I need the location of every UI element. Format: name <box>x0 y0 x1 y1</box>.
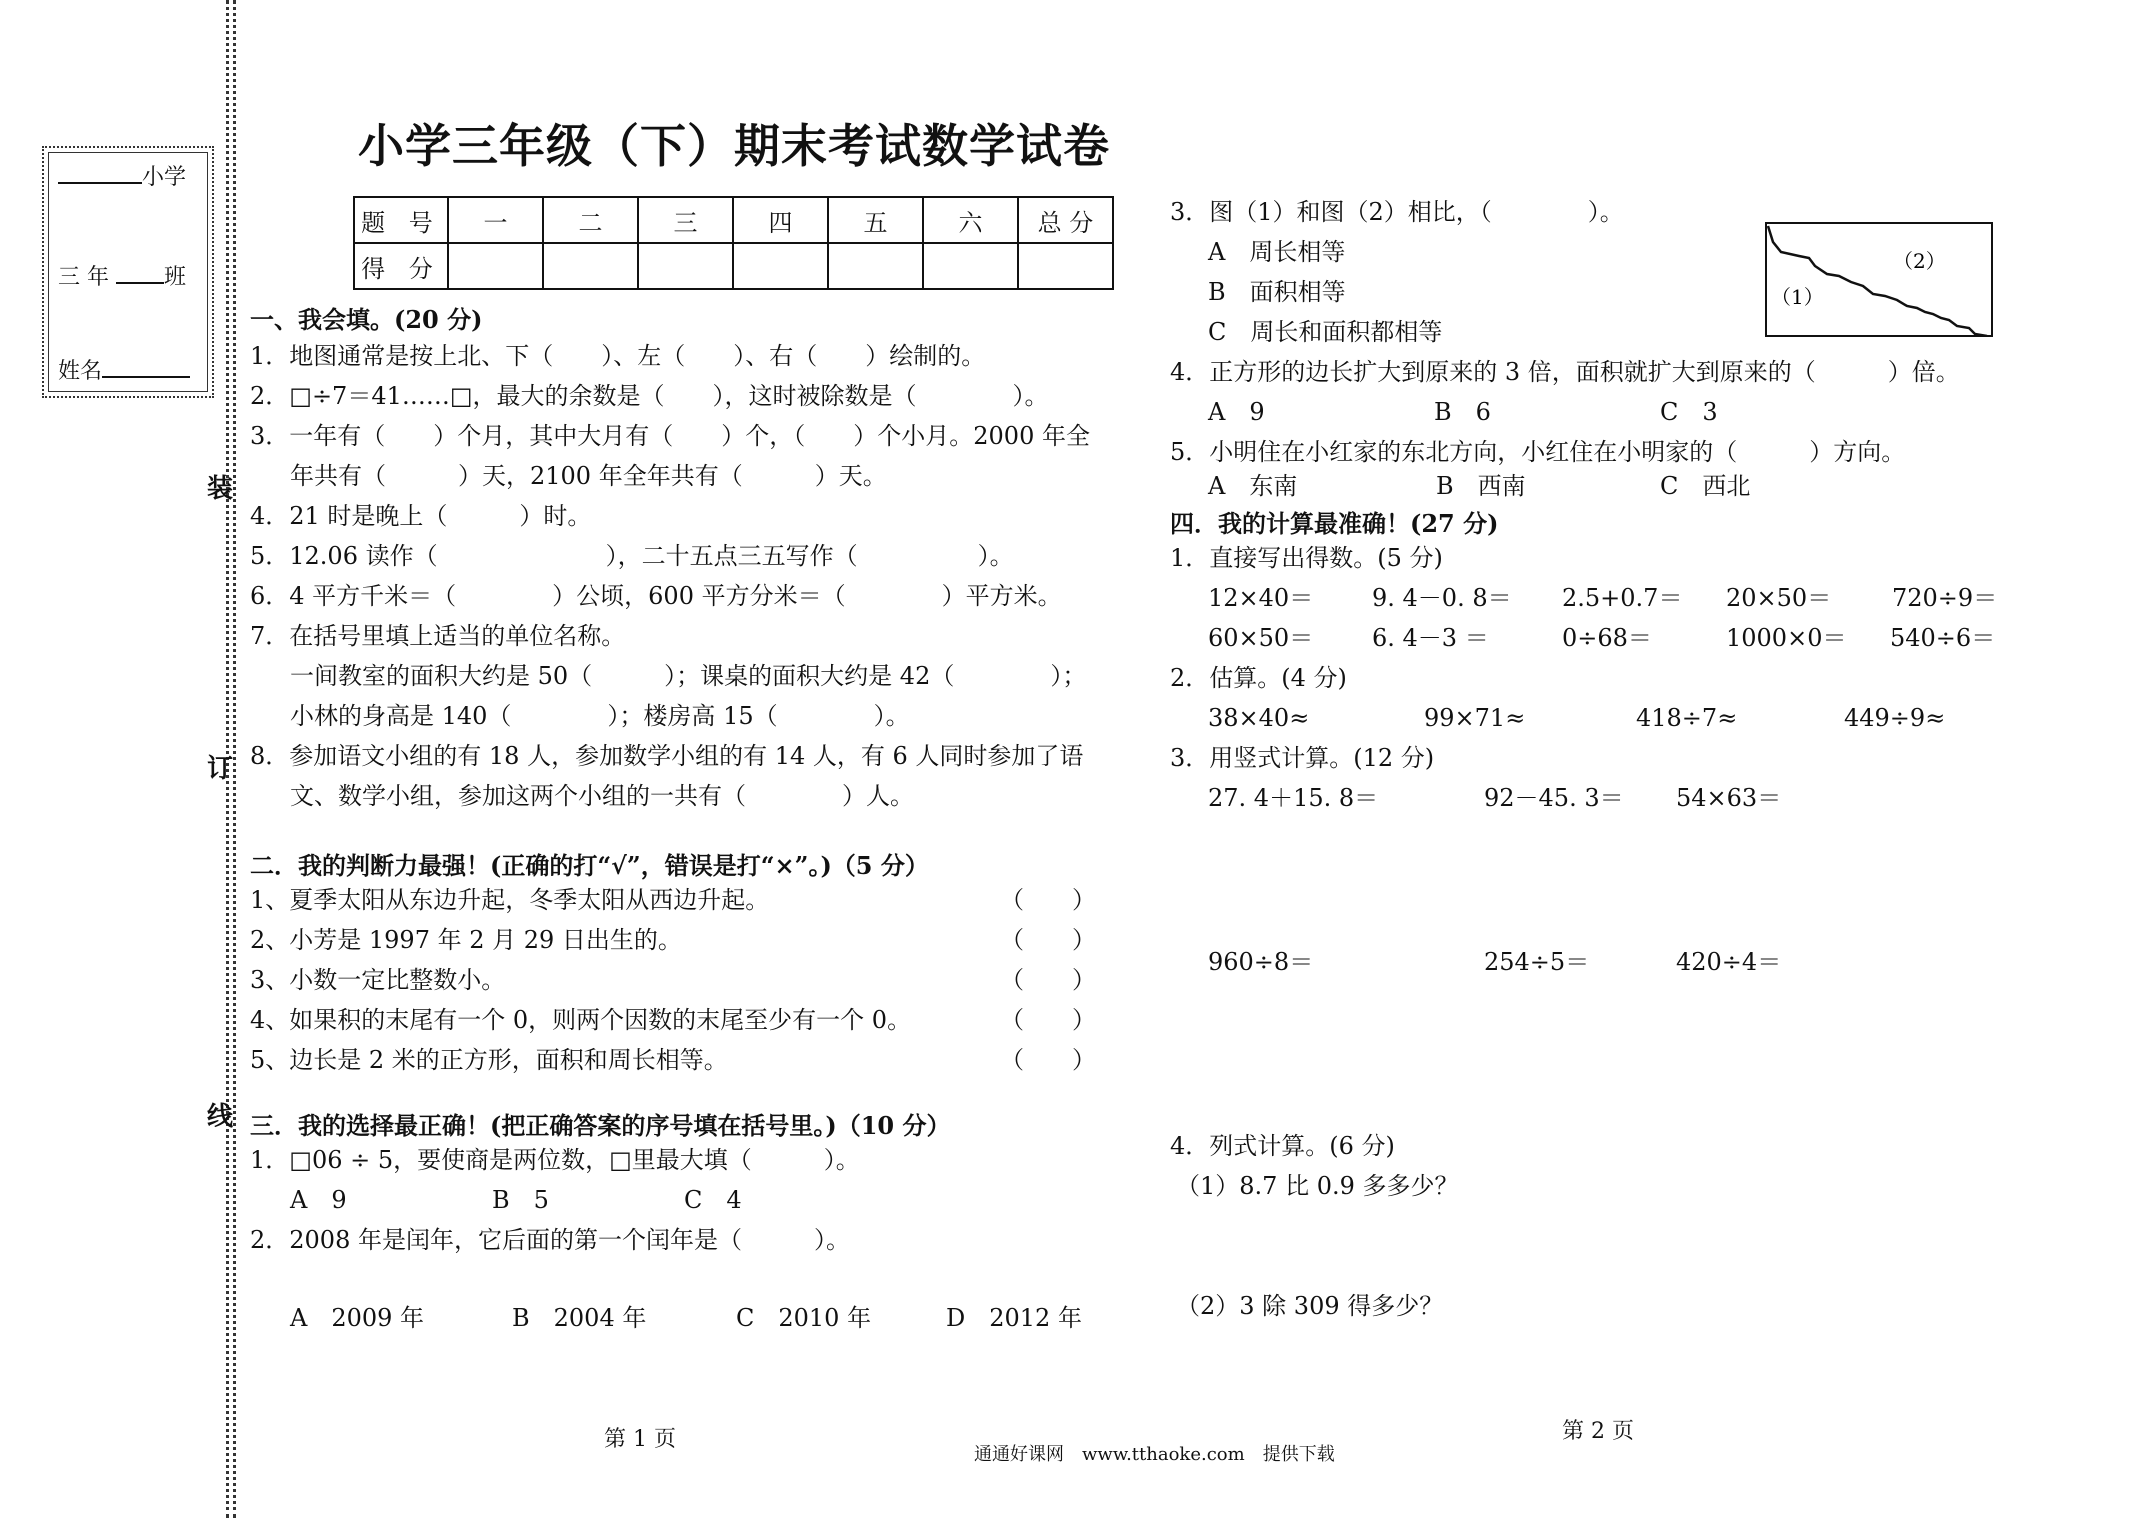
fill-q4: 4．21 时是晚上（ ）时。 <box>250 502 592 530</box>
judge-item-3: 3、小数一定比整数小。 <box>250 966 506 994</box>
choice-q1: 1．□06 ÷ 5，要使商是两位数，□里最大填（ ）。 <box>250 1146 860 1174</box>
score-col-1: 一 <box>448 197 543 243</box>
choice-q1-opt-a[interactable]: A 9 <box>290 1186 347 1214</box>
judge-paren-2[interactable]: （ ） <box>1000 926 1096 954</box>
choice-q4-opt-c[interactable]: C 3 <box>1660 398 1718 426</box>
calc-1-item: 720÷9＝ <box>1892 584 1998 612</box>
name-blank <box>102 358 190 378</box>
calc-1-item: 2.5+0.7＝ <box>1562 584 1683 612</box>
score-value-row <box>354 243 1113 289</box>
page-title: 小学三年级（下）期末考试数学试卷 <box>358 119 1110 173</box>
choice-q5-opt-a[interactable]: A 东南 <box>1208 472 1298 500</box>
score-cell[interactable] <box>923 243 1018 289</box>
seal-char-zhuang: 装 <box>207 474 234 504</box>
section-2-heading: 二．我的判断力最强！(正确的打“√”，错误是打“×”。)（5 分） <box>250 851 929 880</box>
calc-2-heading: 2．估算。(4 分) <box>1170 664 1347 692</box>
score-header-label: 题 号 <box>354 197 448 243</box>
school-field[interactable] <box>58 160 186 191</box>
figure-divider-curve <box>1768 226 1987 336</box>
calc-1-item: 6. 4－3 ＝ <box>1372 624 1489 652</box>
calc-1-item: 540÷6＝ <box>1890 624 1996 652</box>
choice-q3: 3．图（1）和图（2）相比，（ ）。 <box>1170 198 1624 226</box>
section-1-heading: 一、我会填。(20 分) <box>250 305 483 334</box>
estimate-item: 418÷7≈ <box>1636 704 1738 732</box>
fill-q7-line1: 一间教室的面积大约是 50（ ）；课桌的面积大约是 42（ ）； <box>290 662 1087 690</box>
calc-4-heading: 4．列式计算。(6 分) <box>1170 1132 1395 1160</box>
seal-char-xian: 线 <box>207 1102 234 1132</box>
fill-q3: 3．一年有（ ）个月，其中大月有（ ）个，（ ）个小月。2000 年全 <box>250 422 1090 450</box>
estimate-item: 38×40≈ <box>1208 704 1310 732</box>
judge-item-2: 2、小芳是 1997 年 2 月 29 日出生的。 <box>250 926 682 954</box>
judge-paren-4[interactable]: （ ） <box>1000 1006 1096 1034</box>
choice-q2-opt-d[interactable]: D 2012 年 <box>946 1304 1082 1332</box>
fill-q5: 5．12.06 读作（ ），二十五点三五写作（ ）。 <box>250 542 1014 570</box>
choice-q5-opt-b[interactable]: B 西南 <box>1436 472 1526 500</box>
choice-q2: 2．2008 年是闰年，它后面的第一个闰年是（ ）。 <box>250 1226 850 1254</box>
score-cell[interactable] <box>543 243 638 289</box>
vertical-calc-item: 254÷5＝ <box>1484 948 1590 976</box>
score-table <box>353 196 1114 290</box>
score-cell[interactable] <box>828 243 923 289</box>
fill-q2: 2．□÷7＝41……□，最大的余数是（ ），这时被除数是（ ）。 <box>250 382 1049 410</box>
word-problem-1: （1）8.7 比 0.9 多多少？ <box>1176 1172 1459 1200</box>
section-4-heading: 四．我的计算最准确！(27 分) <box>1170 509 1499 538</box>
score-cell[interactable] <box>448 243 543 289</box>
score-header-row <box>354 197 1113 243</box>
choice-q2-opt-a[interactable]: A 2009 年 <box>290 1304 425 1332</box>
section-3-heading: 三．我的选择最正确！(把正确答案的序号填在括号里。)（10 分） <box>250 1111 951 1140</box>
name-label: 姓名 <box>58 359 103 384</box>
calc-1-item: 60×50＝ <box>1208 624 1314 652</box>
estimate-item: 449÷9≈ <box>1844 704 1946 732</box>
word-problem-2: （2）3 除 309 得多少？ <box>1176 1292 1444 1320</box>
choice-q5: 5．小明住在小红家的东北方向，小红住在小明家的（ ）方向。 <box>1170 438 1906 466</box>
fill-q1: 1．地图通常是按上北、下（ ）、左（ ）、右（ ）绘制的。 <box>250 342 986 370</box>
calc-1-item: 9. 4－0. 8＝ <box>1372 584 1512 612</box>
score-col-4: 四 <box>733 197 828 243</box>
judge-paren-5[interactable]: （ ） <box>1000 1046 1096 1074</box>
figure-frame <box>1766 223 1992 336</box>
name-field[interactable] <box>58 354 190 385</box>
choice-q3-opt-c[interactable]: C 周长和面积都相等 <box>1208 318 1443 346</box>
shape-comparison-figure <box>1765 222 1993 337</box>
score-col-6: 六 <box>923 197 1018 243</box>
choice-q5-opt-c[interactable]: C 西北 <box>1660 472 1751 500</box>
vertical-calc-item: 54×63＝ <box>1676 784 1782 812</box>
choice-q4-opt-b[interactable]: B 6 <box>1434 398 1491 426</box>
vertical-calc-item: 92－45. 3＝ <box>1484 784 1624 812</box>
score-cell[interactable] <box>733 243 828 289</box>
choice-q2-opt-b[interactable]: B 2004 年 <box>512 1304 647 1332</box>
choice-q1-opt-b[interactable]: B 5 <box>492 1186 549 1214</box>
vertical-calc-item: 960÷8＝ <box>1208 948 1314 976</box>
score-col-5: 五 <box>828 197 923 243</box>
calc-1-item: 20×50＝ <box>1726 584 1832 612</box>
page-2-number: 第 2 页 <box>1562 1419 1634 1444</box>
judge-paren-1[interactable]: （ ） <box>1000 886 1096 914</box>
grade-label: 三 年 <box>58 265 109 290</box>
calc-3-heading: 3．用竖式计算。(12 分) <box>1170 744 1435 772</box>
choice-q3-opt-b[interactable]: B 面积相等 <box>1208 278 1346 306</box>
judge-item-1: 1、夏季太阳从东边升起，冬季太阳从西边升起。 <box>250 886 770 914</box>
vertical-calc-item: 27. 4＋15. 8＝ <box>1208 784 1379 812</box>
fill-q7-line2: 小林的身高是 140（ ）；楼房高 15（ ）。 <box>290 702 910 730</box>
score-cell[interactable] <box>638 243 733 289</box>
choice-q4: 4．正方形的边长扩大到原来的 3 倍，面积就扩大到原来的（ ）倍。 <box>1170 358 1960 386</box>
fill-q8: 8．参加语文小组的有 18 人，参加数学小组的有 14 人，有 6 人同时参加了语 <box>250 742 1084 770</box>
figure-label-1: （1） <box>1771 285 1824 309</box>
score-cell[interactable] <box>1018 243 1113 289</box>
binding-line-inner <box>233 0 236 1518</box>
figure-label-2: （2） <box>1893 249 1946 273</box>
choice-q3-opt-a[interactable]: A 周长相等 <box>1208 238 1346 266</box>
choice-q1-opt-c[interactable]: C 4 <box>684 1186 742 1214</box>
page-1-number: 第 1 页 <box>604 1427 676 1452</box>
class-label: 班 <box>164 265 187 290</box>
school-label: 小学 <box>142 165 187 190</box>
student-info-box <box>42 146 214 398</box>
class-field[interactable] <box>58 260 186 291</box>
calc-1-heading: 1．直接写出得数。(5 分) <box>1170 544 1443 572</box>
score-col-3: 三 <box>638 197 733 243</box>
class-blank <box>116 264 164 284</box>
calc-1-item: 12×40＝ <box>1208 584 1314 612</box>
judge-item-5: 5、边长是 2 米的正方形，面积和周长相等。 <box>250 1046 728 1074</box>
seal-char-ding: 订 <box>207 754 234 784</box>
fill-q3-cont: 年共有（ ）天，2100 年全年共有（ ）天。 <box>290 462 887 490</box>
calc-1-item: 0÷68＝ <box>1562 624 1652 652</box>
fill-q8-cont: 文、数学小组，参加这两个小组的一共有（ ）人。 <box>290 782 914 810</box>
judge-paren-3[interactable]: （ ） <box>1000 966 1096 994</box>
calc-1-item: 1000×0＝ <box>1726 624 1847 652</box>
choice-q4-opt-a[interactable]: A 9 <box>1208 398 1265 426</box>
score-value-label: 得 分 <box>354 243 448 289</box>
download-footer: 通通好课网 www.tthaoke.com 提供下载 <box>974 1444 1335 1465</box>
judge-item-4: 4、如果积的末尾有一个 0，则两个因数的末尾至少有一个 0。 <box>250 1006 912 1034</box>
school-blank <box>58 164 142 184</box>
score-col-total: 总 分 <box>1018 197 1113 243</box>
vertical-calc-item: 420÷4＝ <box>1676 948 1782 976</box>
estimate-item: 99×71≈ <box>1424 704 1526 732</box>
score-col-2: 二 <box>543 197 638 243</box>
fill-q6: 6．4 平方千米＝（ ）公顷，600 平方分米＝（ ）平方米。 <box>250 582 1062 610</box>
choice-q2-opt-c[interactable]: C 2010 年 <box>736 1304 872 1332</box>
fill-q7: 7．在括号里填上适当的单位名称。 <box>250 622 626 650</box>
